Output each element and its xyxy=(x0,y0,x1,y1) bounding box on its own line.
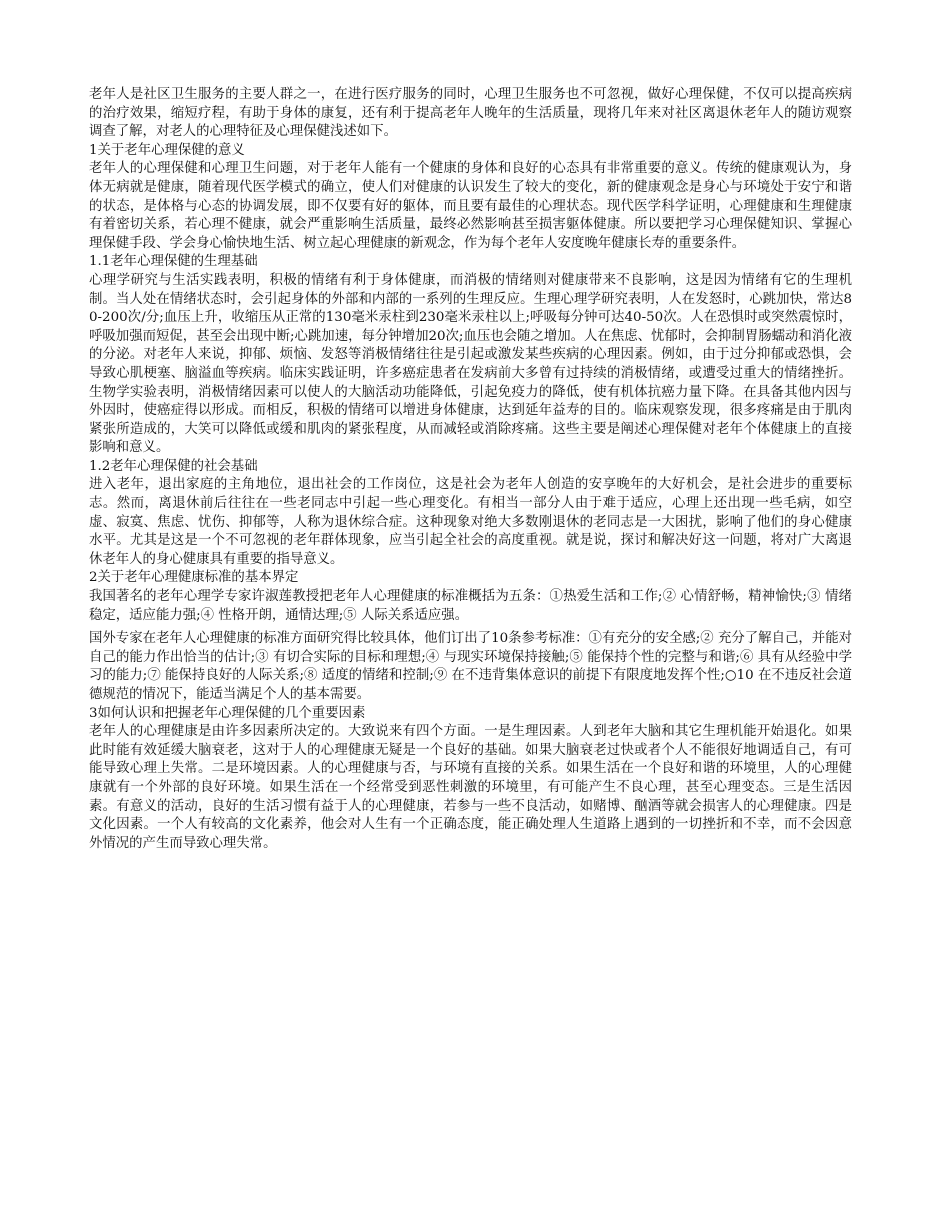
section-1-1-heading: 1.1老年心理保健的生理基础 xyxy=(89,254,258,270)
section-2-heading: 2关于老年心理健康标准的基本界定 xyxy=(89,570,299,586)
section-2-paragraph-2: 国外专家在老年人心理健康的标准方面研究得比较具体，他们订出了10条参考标准：①有充分的安全感;② 充分了解自己，并能对自己的能力作出恰当的估计;③ 有切合实际的目标和理想;④ 与现实环境保持接触;⑤ 能保持个性的完整与和谐;⑥ 具有从经验中学习的能力;⑦ 能保持良好的人际关系;⑧ 适度的情绪和控制;⑨ 在不违背集体意识的前提下有限度地发挥个性;○10 在不违反社会道德规范的情况下，能适当满足个人的基本需要。 xyxy=(89,631,852,702)
section-1-2-paragraph: 进入老年，退出家庭的主角地位，退出社会的工作岗位，这是社会为老年人创造的安享晚年的大好机会，是社会进步的重要标志。然而，离退休前后往往在一些老同志中引起一些心理变化。有相当一部分人由于难于适应，心理上还出现一些毛病，如空虚、寂寞、焦虑、忧伤、抑郁等，人称为退休综合症。这种现象对绝大多数刚退休的老同志是一大困扰，影响了他们的身心健康水平。尤其是这是一个不可忽视的老年群体现象，应当引起全社会的高度重视。就是说，探讨和解决好这一问题，将对广大离退休老年人的身心健康具有重要的指导意义。 xyxy=(89,477,852,567)
section-1-paragraph: 老年人的心理保健和心理卫生问题，对于老年人能有一个健康的身体和良好的心态具有非常重要的意义。传统的健康观认为，身体无病就是健康，随着现代医学模式的确立，使人们对健康的认识发生了较大的变化，新的健康观念是身心与环境处于安宁和谐的状态，是体格与心态的协调发展，即不仅要有好的躯体，而且要有最佳的心理状态。现代医学科学证明，心理健康和生理健康有着密切关系，若心理不健康，就会严重影响生活质量，最终必然影响甚至损害躯体健康。所以要把学习心理保健知识、掌握心理保健手段、学会身心愉快地生活、树立起心理健康的新观念，作为每个老年人安度晚年健康长寿的重要条件。 xyxy=(89,161,852,251)
section-2-paragraph-1: 我国著名的老年心理学专家许淑莲教授把老年人心理健康的标准概括为五条：①热爱生活和工作;② 心情舒畅，精神愉快;③ 情绪稳定，适应能力强;④ 性格开朗，通情达理;⑤ 人际关系适应强。 xyxy=(89,589,852,623)
intro-paragraph: 老年人是社区卫生服务的主要人群之一，在进行医疗服务的同时，心理卫生服务也不可忽视，做好心理保健，不仅可以提高疾病的治疗效果，缩短疗程，有助于身体的康复，还有利于提高老年人晚年的生活质量，现将几年来对社区离退休老年人的随访观察调查了解，对老人的心理特征及心理保健浅述如下。 xyxy=(89,87,852,140)
document-page xyxy=(89,86,852,853)
section-1-2-heading: 1.2老年心理保健的社会基础 xyxy=(89,458,258,474)
section-1-1-paragraph: 心理学研究与生活实践表明，积极的情绪有利于身体健康，而消极的情绪则对健康带来不良影响，这是因为情绪有它的生理机制。当人处在情绪状态时，会引起身体的外部和内部的一系列的生理反应。生理心理学研究表明，人在发怒时，心跳加快，常达80-200次/分;血压上升，收缩压从正常的130毫米汞柱到230毫米汞柱以上;呼吸每分钟可达40-50次。人在恐惧时或突然震惊时，呼吸加强而短促，甚至会出现中断;心跳加速，每分钟增加20次;血压也会随之增加。人在焦虑、忧郁时，会抑制胃肠蠕动和消化液的分泌。对老年人来说，抑郁、烦恼、发怒等消极情绪往往是引起或激发某些疾病的心理因素。例如，由于过分抑郁或恐惧，会导致心肌梗塞、脑溢血等疾病。临床实践证明，许多癌症患者在发病前大多曾有过持续的消极情绪，或遭受过重大的情绪挫折。生物学实验表明，消极情绪因素可以使人的大脑活动功能降低，引起免疫力的降低，使有机体抗癌力量下降。在具备其他内因与外因时，使癌症得以形成。而相反，积极的情绪可以增进身体健康，达到延年益寿的目的。临床观察发现，很多疼痛是由于肌肉紧张所造成的，大笑可以降低或缓和肌肉的紧张程度，从而减轻或消除疼痛。这些主要是阐述心理保健对老年个体健康上的直接影响和意义。 xyxy=(89,272,852,456)
section-1-heading: 1关于老年心理保健的意义 xyxy=(89,142,245,158)
section-3-heading: 3如何认识和把握老年心理保健的几个重要因素 xyxy=(89,705,366,721)
section-3-paragraph: 老年人的心理健康是由许多因素所决定的。大致说来有四个方面。一是生理因素。人到老年大脑和其它生理机能开始退化。如果此时能有效延缓大脑衰老，这对于人的心理健康无疑是一个良好的基础。如果大脑衰老过快或者个人不能很好地调适自己，有可能导致心理上失常。二是环境因素。人的心理健康与否，与环境有直接的关系。如果生活在一个良好和谐的环境里，人的心理健康就有一个外部的良好环境。如果生活在一个经常受到恶性刺激的环境里，有可能产生不良心理，甚至心理变态。三是生活因素。有意义的活动，良好的生活习惯有益于人的心理健康，若参与一些不良活动，如赌博、酗酒等就会损害人的心理健康。四是文化因素。一个人有较高的文化素养，他会对人生有一个正确态度，能正确处理人生道路上遇到的一切挫折和不幸，而不会因意外情况的产生而导致心理失常。 xyxy=(89,724,852,851)
